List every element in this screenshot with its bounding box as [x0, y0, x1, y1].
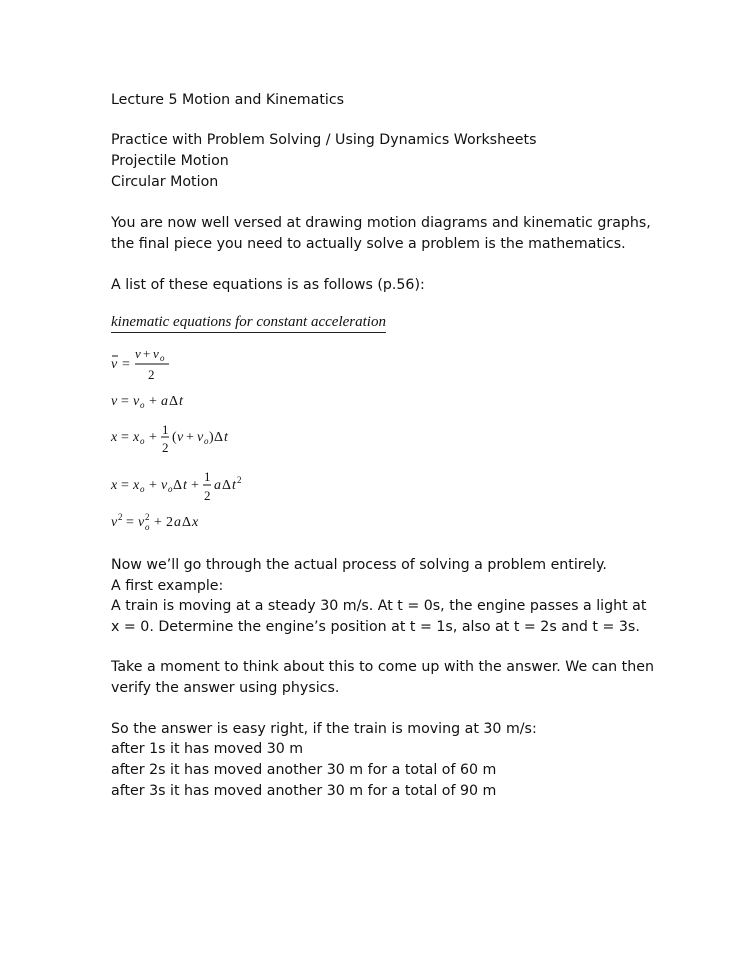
svg-text:v: v	[111, 357, 118, 372]
svg-text:Δ: Δ	[173, 478, 183, 493]
svg-text:=: =	[121, 430, 129, 445]
svg-text:2: 2	[148, 367, 155, 382]
svg-text:+: +	[191, 478, 199, 493]
svg-text:Δ: Δ	[182, 515, 192, 530]
svg-text:Δ: Δ	[214, 430, 224, 445]
intro-line: the final piece you need to actually solve a problem is the mathematics.	[111, 236, 626, 252]
svg-text:t: t	[179, 394, 183, 409]
answer-line: after 3s it has moved another 30 m for a total of 90 m	[111, 783, 497, 799]
svg-text:t: t	[232, 478, 236, 493]
svg-text:v: v	[138, 515, 145, 530]
svg-text:a: a	[214, 478, 221, 493]
topic-line: Practice with Problem Solving / Using Dynamics Worksheets	[111, 132, 537, 148]
kinematic-equations	[105, 338, 305, 538]
svg-text:2: 2	[118, 512, 123, 522]
svg-text:o: o	[140, 484, 145, 494]
velocity-squared-equation	[111, 512, 199, 532]
svg-text:x: x	[111, 478, 118, 493]
svg-text:t: t	[183, 478, 187, 493]
svg-text:2: 2	[162, 440, 169, 455]
svg-text:+: +	[149, 430, 157, 445]
think-line: verify the answer using physics.	[111, 680, 340, 696]
svg-text:x: x	[192, 515, 199, 530]
svg-text:Δ: Δ	[169, 394, 179, 409]
example-line: A first example:	[111, 578, 224, 594]
svg-text:a: a	[174, 515, 181, 530]
svg-text:v: v	[197, 430, 204, 445]
list-intro: A list of these equations is as follows (p.56):	[111, 277, 425, 293]
svg-text:a: a	[161, 394, 168, 409]
answer-line: after 1s it has moved 30 m	[111, 741, 304, 757]
svg-text:+: +	[186, 430, 194, 445]
svg-text:=: =	[121, 478, 129, 493]
example-line: x = 0. Determine the engine’s position at t = 1s, also at t = 2s and t = 3s.	[111, 619, 640, 635]
svg-text:o: o	[145, 522, 150, 532]
svg-text:o: o	[160, 353, 165, 363]
topic-line: Projectile Motion	[111, 153, 229, 169]
svg-text:=: =	[121, 394, 129, 409]
svg-text:v: v	[111, 515, 118, 530]
position-average-equation	[110, 422, 229, 455]
svg-text:x: x	[111, 430, 118, 445]
svg-text:1: 1	[162, 422, 169, 437]
equations-heading: kinematic equations for constant acceleration	[111, 314, 386, 330]
svg-text:+: +	[149, 478, 157, 493]
svg-text:Δ: Δ	[222, 478, 232, 493]
svg-text:2: 2	[204, 488, 211, 503]
velocity-equation	[111, 394, 184, 410]
svg-text:(: (	[172, 430, 177, 445]
svg-text:x: x	[133, 430, 140, 445]
svg-text:o: o	[140, 400, 145, 410]
equations-heading-rule	[111, 332, 386, 333]
svg-text:2: 2	[166, 515, 173, 530]
svg-text:o: o	[168, 484, 173, 494]
lecture-title: Lecture 5 Motion and Kinematics	[111, 92, 345, 108]
example-line: Now we’ll go through the actual process of solving a problem entirely.	[111, 557, 607, 573]
svg-text:v: v	[111, 394, 118, 409]
answer-line: after 2s it has moved another 30 m for a total of 60 m	[111, 762, 497, 778]
position-acceleration-equation	[110, 469, 242, 503]
svg-text:+: +	[154, 515, 162, 530]
svg-text:+: +	[143, 346, 151, 361]
svg-text:=: =	[122, 357, 130, 372]
svg-text:v: v	[135, 346, 141, 361]
svg-text:2: 2	[237, 475, 242, 485]
svg-text:1: 1	[204, 469, 211, 484]
svg-text:2: 2	[145, 512, 150, 522]
svg-text:v: v	[161, 478, 168, 493]
svg-text:o: o	[140, 436, 145, 446]
svg-text:v: v	[153, 346, 159, 361]
svg-text:o: o	[204, 436, 209, 446]
svg-text:t: t	[224, 430, 228, 445]
svg-text:x: x	[133, 478, 140, 493]
example-line: A train is moving at a steady 30 m/s. At t = 0s, the engine passes a light at	[111, 598, 647, 614]
topic-line: Circular Motion	[111, 174, 219, 190]
intro-line: You are now well versed at drawing motion diagrams and kinematic graphs,	[111, 215, 651, 231]
answer-line: So the answer is easy right, if the train is moving at 30 m/s:	[111, 721, 537, 737]
svg-text:v: v	[177, 430, 184, 445]
svg-text:+: +	[149, 394, 157, 409]
think-line: Take a moment to think about this to come up with the answer. We can then	[111, 659, 654, 675]
svg-text:): )	[209, 430, 214, 445]
average-velocity-equation	[111, 346, 169, 382]
svg-text:=: =	[126, 515, 134, 530]
svg-text:v: v	[133, 394, 140, 409]
